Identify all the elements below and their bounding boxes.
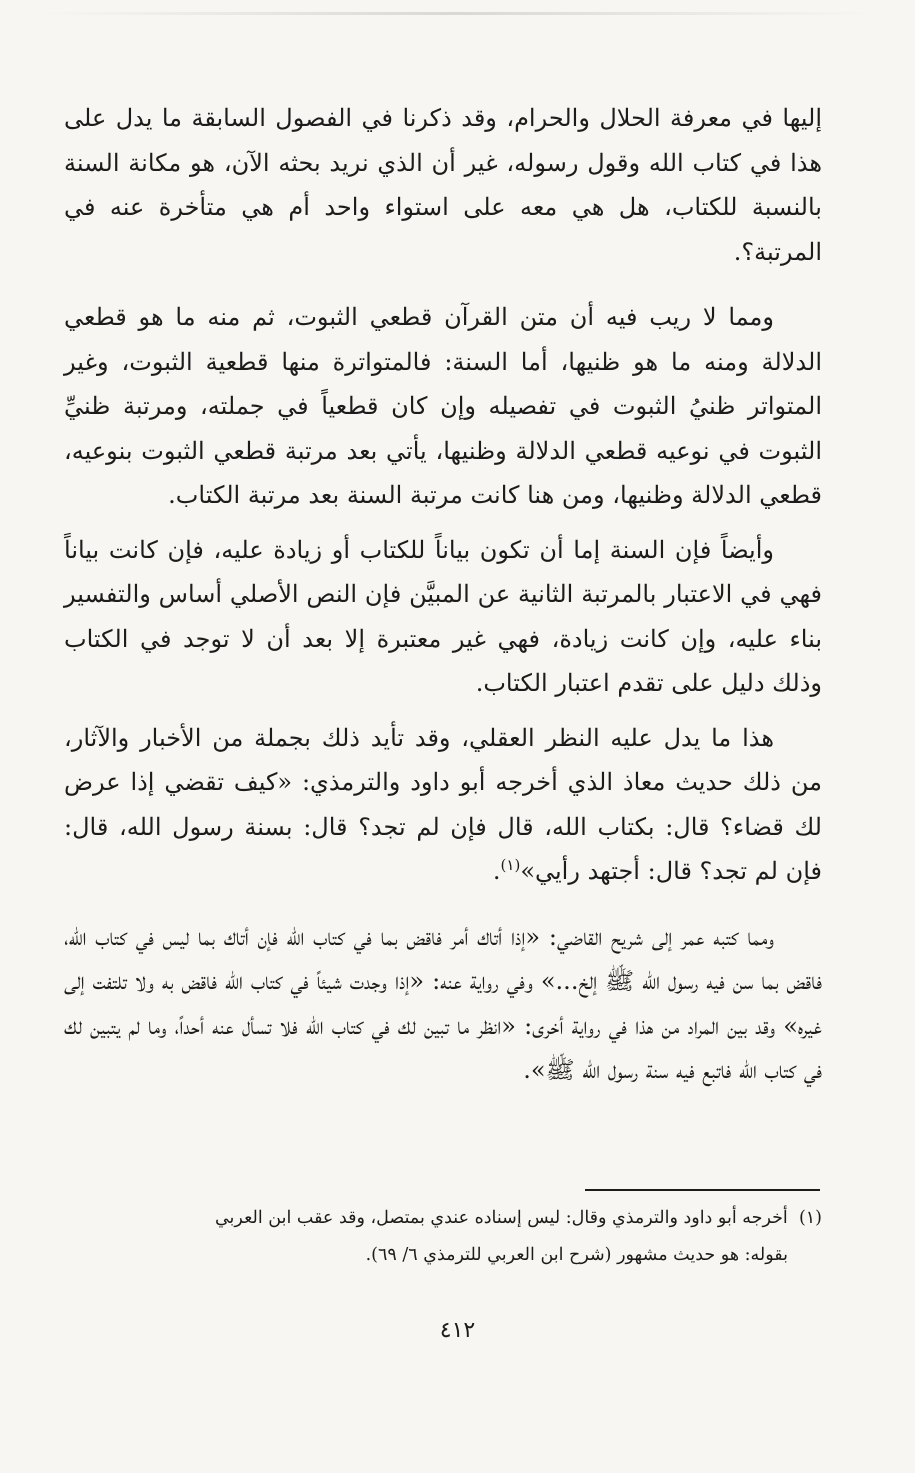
footnote-1-line-2: بقوله: هو حديث مشهور (شرح ابن العربي للترمذي ٦/ ٦٩). bbox=[365, 1245, 788, 1265]
footnote-reference: (١) bbox=[500, 856, 521, 874]
paragraph-4-text: هذا ما يدل عليه النظر العقلي، وقد تأيد ذلك بجملة من الأخبار والآثار، من ذلك حديث معاذ الذي أخرجه أبو داود والترمذي: «كيف تقضي إذا عرض لك قضاء؟ قال: بكتاب الله، قال فإن لم تجد؟ قال: بسنة رسول الله، قال: فإن لم تجد؟ قال: أجتهد رأيي» bbox=[64, 723, 822, 885]
footnote-text: أخرجه أبو داود والترمذي وقال: ليس إسناده عندي بمتصل، وقد عقب ابن العربي bbox=[214, 1208, 788, 1228]
paragraph-2: ومما لا ريب فيه أن متن القرآن قطعي الثبوت، ثم منه ما هو قطعي الدلالة ومنه ما هو ظنيها، أما السنة: فالمتواترة منها قطعية الثبوت، وغير المتواتر ظنيُ الثبوت في تفصيله وإن كان قطعياً في جملته، ومرتبة ظنيِّ الثبوت في نوعيه قطعي الدلالة وظنيها، يأتي بعد مرتبة قطعي الثبوت بنوعيه، قطعي الدلالة وظنيها، ومن هنا كانت مرتبة السنة بعد مرتبة الكتاب. bbox=[64, 303, 822, 509]
footnotes bbox=[64, 1200, 822, 1274]
paragraph-3: وأيضاً فإن السنة إما أن تكون بياناً للكتاب أو زيادة عليه، فإن كانت بياناً فهي في الاعتبار بالمرتبة الثانية عن المبيَّن فإن النص الأصلي أساس والتفسير بناء عليه، وإن كانت زيادة، فهي غير معتبرة إلا بعد أن لا توجد في الكتاب وذلك دليل على تقدم اعتبار الكتاب. bbox=[64, 535, 822, 697]
footnote-number: (١) bbox=[798, 1208, 822, 1228]
scan-edge-mark bbox=[40, 12, 875, 15]
page-number: ٤١٢ bbox=[439, 1318, 476, 1343]
paragraph-1: إليها في معرفة الحلال والحرام، وقد ذكرنا في الفصول السابقة ما يدل على هذا في كتاب الله وقول رسوله، غير أن الذي نريد بحثه الآن، هو مكانة السنة بالنسبة للكتاب، هل هي معه على استواء واحد أم هي متأخرة عنه في المرتبة؟. bbox=[64, 104, 822, 266]
paragraph-5: ومما كتبه عمر إلى شريح القاضي: «إذا أتاك أمر فاقض بما في كتاب الله فإن أتاك بما ليس في كتاب الله، فاقض بما سن فيه رسول الله ﷺ إلخ...» وفي رواية عنه: «إذا وجدت شيئاً في كتاب الله فاقض به ولا تلتفت إلى غيره» وقد بين المراد من هذا في رواية أخرى: «انظر ما تبين لك في كتاب الله فلا تسأل عنه أحداً، وما لم يتبين لك في كتاب الله فاتبع فيه سنة رسول الله ﷺ». bbox=[64, 922, 823, 1084]
main-text bbox=[64, 96, 822, 1093]
paragraph-4 bbox=[64, 716, 822, 894]
footnote-separator bbox=[585, 1189, 820, 1191]
footnote-1-line-1 bbox=[64, 1200, 822, 1237]
paragraph-4-end: . bbox=[492, 857, 501, 885]
